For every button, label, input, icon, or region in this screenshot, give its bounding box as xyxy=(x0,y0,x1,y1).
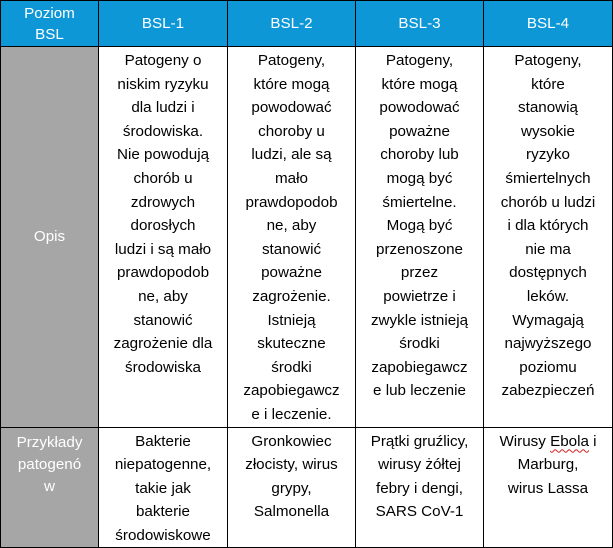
bsl-3-examples-cell: Prątki gruźlicy, wirusy żółtej febry i dengi, SARS CoV-1 xyxy=(356,427,484,548)
bsl-1-header: BSL-1 xyxy=(99,1,228,47)
bsl-2-header: BSL-2 xyxy=(228,1,356,47)
bsl-4-description-cell: Patogeny, które stanowią wysokie ryzyko śmiertelnych chorób u ludzi i dla których nie ma dostępnych leków. Wymagają najwyższego poziomu zabezpieczeń xyxy=(484,47,613,428)
bsl-4-examples-text-rest: Marburg, wirus Lassa xyxy=(507,456,589,497)
spellcheck-flagged-word: Ebola xyxy=(550,432,589,450)
bsl-2-examples-cell: Gronkowiec złocisty, wirus grypy, Salmonella xyxy=(228,427,356,548)
bsl-4-examples-cell xyxy=(484,427,613,548)
bsl-2-description-cell: Patogeny, które mogą powodować choroby u ludzi, ale są mało prawdopodob ne, aby stanowić poważne zagrożenie. Istnieją skuteczne środki zapobiegawcz e i leczenie. xyxy=(228,47,356,428)
description-row xyxy=(1,47,613,428)
bsl-4-examples-text-after: i xyxy=(588,432,597,450)
header-row xyxy=(1,1,613,47)
bsl-3-description-cell: Patogeny, które mogą powodować poważne choroby lub mogą być śmiertelne. Mogą być przenoszone przez powietrze i zwykle istnieją środki zapobiegawcz e lub leczenie xyxy=(356,47,484,428)
examples-row-label: Przykłady patogenó w xyxy=(1,427,99,548)
bsl-1-description-cell: Patogeny o niskim ryzyku dla ludzi i środowiska. Nie powodują chorób u zdrowych dorosłych ludzi i są mało prawdopodob ne, aby stanowić zagrożenie dla środowiska xyxy=(99,47,228,428)
bsl-1-examples-cell: Bakterie niepatogenne, takie jak bakterie środowiskowe xyxy=(99,427,228,548)
bsl-3-header: BSL-3 xyxy=(356,1,484,47)
examples-row xyxy=(1,427,613,548)
corner-header-cell: Poziom BSL xyxy=(1,1,99,47)
bsl-4-examples-text-before: Wirusy xyxy=(499,432,551,450)
description-row-label: Opis xyxy=(1,47,99,428)
bsl-4-header: BSL-4 xyxy=(484,1,613,47)
